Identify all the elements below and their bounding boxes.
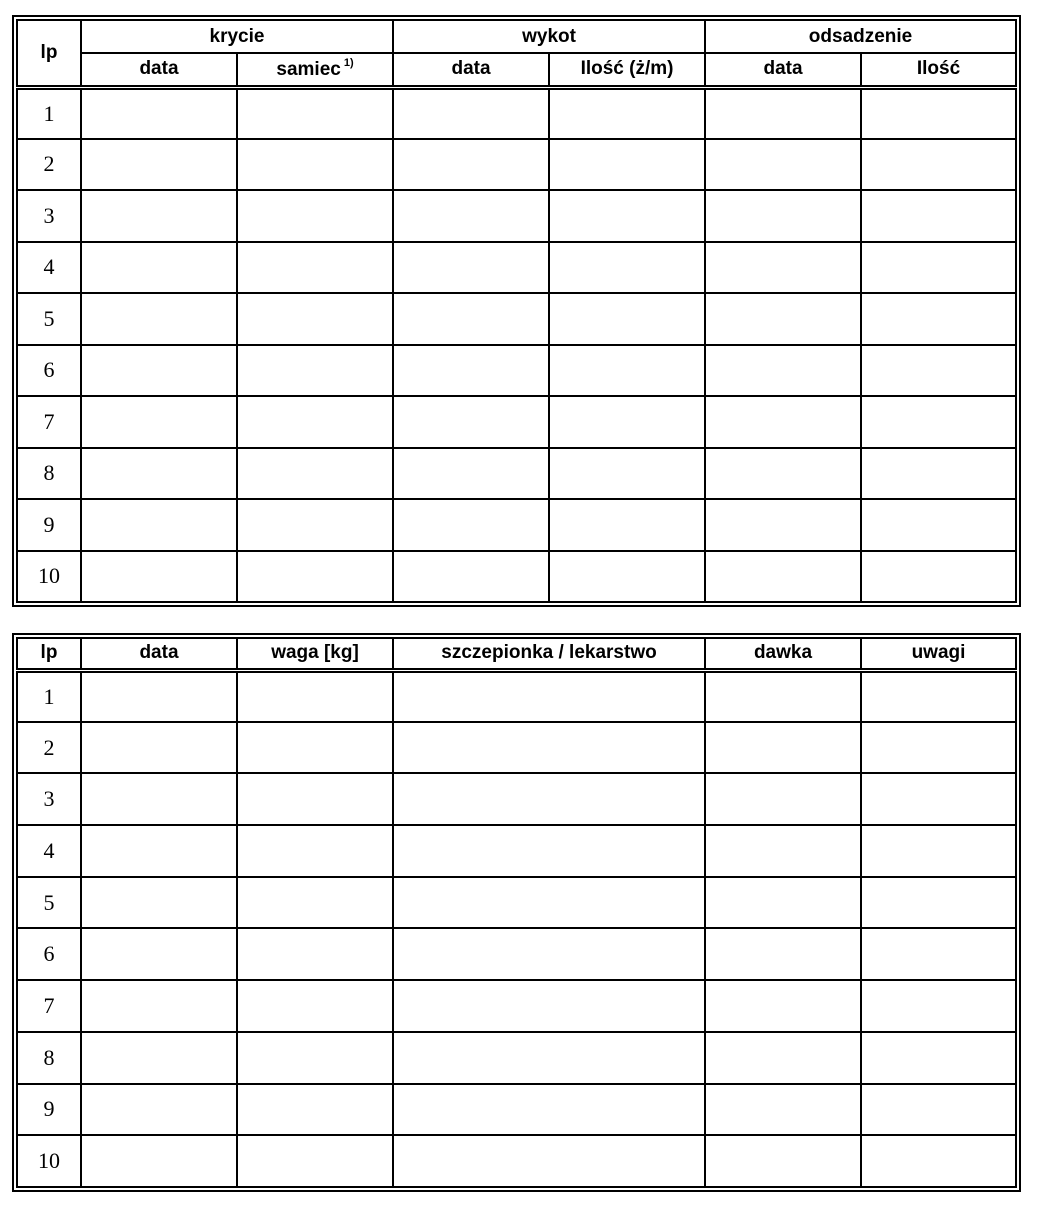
empty-cell[interactable] bbox=[393, 499, 549, 551]
empty-cell[interactable] bbox=[549, 345, 705, 397]
empty-cell[interactable] bbox=[237, 773, 393, 825]
empty-cell[interactable] bbox=[81, 242, 237, 294]
empty-cell[interactable] bbox=[81, 722, 237, 774]
empty-cell[interactable] bbox=[861, 87, 1016, 139]
waga-header: waga [kg] bbox=[237, 638, 393, 670]
empty-cell[interactable] bbox=[705, 242, 861, 294]
dawka-header: dawka bbox=[705, 638, 861, 670]
empty-cell[interactable] bbox=[393, 928, 705, 980]
empty-cell[interactable] bbox=[705, 877, 861, 929]
empty-cell[interactable] bbox=[81, 825, 237, 877]
table-row bbox=[17, 928, 1016, 980]
table-row bbox=[17, 825, 1016, 877]
empty-cell[interactable] bbox=[705, 928, 861, 980]
empty-cell[interactable] bbox=[393, 87, 549, 139]
empty-cell[interactable] bbox=[81, 345, 237, 397]
empty-cell[interactable] bbox=[549, 448, 705, 500]
empty-cell[interactable] bbox=[393, 551, 549, 603]
empty-cell[interactable] bbox=[237, 1032, 393, 1084]
empty-cell[interactable] bbox=[705, 1032, 861, 1084]
odsadzenie-header: odsadzenie bbox=[705, 20, 1016, 53]
empty-cell[interactable] bbox=[81, 1084, 237, 1136]
table-row bbox=[17, 448, 1016, 500]
empty-cell[interactable] bbox=[705, 773, 861, 825]
empty-cell[interactable] bbox=[81, 877, 237, 929]
empty-cell[interactable] bbox=[861, 551, 1016, 603]
empty-cell[interactable] bbox=[549, 551, 705, 603]
table-row bbox=[17, 242, 1016, 294]
table-row bbox=[17, 980, 1016, 1032]
empty-cell[interactable] bbox=[861, 190, 1016, 242]
row-number: 3 bbox=[17, 190, 81, 242]
table-row bbox=[17, 877, 1016, 929]
lp-header: lp bbox=[17, 20, 81, 87]
table-row bbox=[17, 190, 1016, 242]
empty-cell[interactable] bbox=[237, 980, 393, 1032]
empty-cell[interactable] bbox=[861, 1135, 1016, 1187]
empty-cell[interactable] bbox=[393, 877, 705, 929]
odsadzenie-data-header: data bbox=[705, 53, 861, 87]
empty-cell[interactable] bbox=[81, 139, 237, 191]
breeding-record-table bbox=[12, 15, 1021, 607]
krycie-data-header: data bbox=[81, 53, 237, 87]
empty-cell[interactable] bbox=[81, 773, 237, 825]
row-number: 5 bbox=[17, 293, 81, 345]
empty-cell[interactable] bbox=[705, 1084, 861, 1136]
row-number: 2 bbox=[17, 139, 81, 191]
row-number: 7 bbox=[17, 980, 81, 1032]
empty-cell[interactable] bbox=[861, 1032, 1016, 1084]
empty-cell[interactable] bbox=[861, 448, 1016, 500]
odsadzenie-ilosc-header: Ilość bbox=[861, 53, 1016, 87]
table-row bbox=[17, 773, 1016, 825]
wykot-data-header: data bbox=[393, 53, 549, 87]
empty-cell[interactable] bbox=[393, 1032, 705, 1084]
empty-cell[interactable] bbox=[705, 139, 861, 191]
empty-cell[interactable] bbox=[393, 345, 549, 397]
empty-cell[interactable] bbox=[861, 877, 1016, 929]
empty-cell[interactable] bbox=[705, 980, 861, 1032]
empty-cell[interactable] bbox=[549, 87, 705, 139]
empty-cell[interactable] bbox=[861, 722, 1016, 774]
row-number: 1 bbox=[17, 87, 81, 139]
empty-cell[interactable] bbox=[861, 499, 1016, 551]
empty-cell[interactable] bbox=[861, 293, 1016, 345]
empty-cell[interactable] bbox=[705, 1135, 861, 1187]
empty-cell[interactable] bbox=[393, 139, 549, 191]
empty-cell[interactable] bbox=[549, 396, 705, 448]
empty-cell[interactable] bbox=[393, 1135, 705, 1187]
empty-cell[interactable] bbox=[393, 980, 705, 1032]
empty-cell[interactable] bbox=[81, 499, 237, 551]
table-row bbox=[17, 293, 1016, 345]
row-number: 5 bbox=[17, 877, 81, 929]
empty-cell[interactable] bbox=[549, 139, 705, 191]
empty-cell[interactable] bbox=[237, 293, 393, 345]
table-row bbox=[17, 396, 1016, 448]
empty-cell[interactable] bbox=[81, 670, 237, 722]
empty-cell[interactable] bbox=[705, 448, 861, 500]
empty-cell[interactable] bbox=[549, 190, 705, 242]
empty-cell[interactable] bbox=[861, 242, 1016, 294]
empty-cell[interactable] bbox=[393, 670, 705, 722]
empty-cell[interactable] bbox=[81, 1032, 237, 1084]
row-number: 3 bbox=[17, 773, 81, 825]
wykot-header: wykot bbox=[393, 20, 705, 53]
empty-cell[interactable] bbox=[861, 980, 1016, 1032]
empty-cell[interactable] bbox=[237, 345, 393, 397]
treatment-record-table bbox=[12, 633, 1021, 1192]
szczepionka-header: szczepionka / lekarstwo bbox=[393, 638, 705, 670]
empty-cell[interactable] bbox=[549, 293, 705, 345]
empty-cell[interactable] bbox=[861, 139, 1016, 191]
empty-cell[interactable] bbox=[393, 773, 705, 825]
empty-cell[interactable] bbox=[237, 190, 393, 242]
empty-cell[interactable] bbox=[237, 928, 393, 980]
empty-cell[interactable] bbox=[393, 293, 549, 345]
krycie-header: krycie bbox=[81, 20, 393, 53]
empty-cell[interactable] bbox=[393, 825, 705, 877]
empty-cell[interactable] bbox=[393, 1084, 705, 1136]
table-row bbox=[17, 499, 1016, 551]
footnote-marker: 1) bbox=[343, 57, 354, 70]
empty-cell[interactable] bbox=[861, 773, 1016, 825]
empty-cell[interactable] bbox=[705, 670, 861, 722]
empty-cell[interactable] bbox=[81, 190, 237, 242]
empty-cell[interactable] bbox=[237, 877, 393, 929]
samiec-label: samiec bbox=[276, 59, 341, 81]
uwagi-header: uwagi bbox=[861, 638, 1016, 670]
table-row bbox=[17, 1084, 1016, 1136]
table-row bbox=[17, 670, 1016, 722]
empty-cell[interactable] bbox=[237, 722, 393, 774]
empty-cell[interactable] bbox=[81, 928, 237, 980]
empty-cell[interactable] bbox=[861, 396, 1016, 448]
empty-cell[interactable] bbox=[81, 1135, 237, 1187]
empty-cell[interactable] bbox=[81, 980, 237, 1032]
empty-cell[interactable] bbox=[705, 825, 861, 877]
empty-cell[interactable] bbox=[393, 722, 705, 774]
empty-cell[interactable] bbox=[549, 499, 705, 551]
row-number: 10 bbox=[17, 551, 81, 603]
empty-cell[interactable] bbox=[237, 396, 393, 448]
row-number: 7 bbox=[17, 396, 81, 448]
empty-cell[interactable] bbox=[237, 242, 393, 294]
table-row bbox=[17, 87, 1016, 139]
row-number: 2 bbox=[17, 722, 81, 774]
empty-cell[interactable] bbox=[81, 396, 237, 448]
empty-cell[interactable] bbox=[861, 825, 1016, 877]
empty-cell[interactable] bbox=[237, 825, 393, 877]
row-number: 10 bbox=[17, 1135, 81, 1187]
row-number: 4 bbox=[17, 825, 81, 877]
empty-cell[interactable] bbox=[861, 928, 1016, 980]
empty-cell[interactable] bbox=[237, 448, 393, 500]
data-header: data bbox=[81, 638, 237, 670]
empty-cell[interactable] bbox=[705, 551, 861, 603]
table-row bbox=[17, 551, 1016, 603]
table-row bbox=[17, 139, 1016, 191]
empty-cell[interactable] bbox=[81, 448, 237, 500]
row-number: 9 bbox=[17, 1084, 81, 1136]
table-row bbox=[17, 1032, 1016, 1084]
empty-cell[interactable] bbox=[237, 1135, 393, 1187]
empty-cell[interactable] bbox=[861, 1084, 1016, 1136]
row-number: 8 bbox=[17, 1032, 81, 1084]
krycie-samiec-header bbox=[237, 53, 393, 87]
row-number: 8 bbox=[17, 448, 81, 500]
row-number: 6 bbox=[17, 928, 81, 980]
empty-cell[interactable] bbox=[861, 345, 1016, 397]
empty-cell[interactable] bbox=[81, 551, 237, 603]
empty-cell[interactable] bbox=[705, 345, 861, 397]
empty-cell[interactable] bbox=[705, 722, 861, 774]
empty-cell[interactable] bbox=[393, 242, 549, 294]
empty-cell[interactable] bbox=[393, 190, 549, 242]
empty-cell[interactable] bbox=[861, 670, 1016, 722]
empty-cell[interactable] bbox=[705, 190, 861, 242]
empty-cell[interactable] bbox=[237, 87, 393, 139]
empty-cell[interactable] bbox=[705, 293, 861, 345]
row-number: 4 bbox=[17, 242, 81, 294]
table-row bbox=[17, 722, 1016, 774]
empty-cell[interactable] bbox=[81, 293, 237, 345]
empty-cell[interactable] bbox=[237, 139, 393, 191]
wykot-ilosc-header: Ilość (ż/m) bbox=[549, 53, 705, 87]
empty-cell[interactable] bbox=[393, 448, 549, 500]
table-row bbox=[17, 345, 1016, 397]
empty-cell[interactable] bbox=[81, 87, 237, 139]
table-row bbox=[17, 1135, 1016, 1187]
empty-cell[interactable] bbox=[705, 87, 861, 139]
row-number: 9 bbox=[17, 499, 81, 551]
empty-cell[interactable] bbox=[237, 551, 393, 603]
row-number: 1 bbox=[17, 670, 81, 722]
empty-cell[interactable] bbox=[705, 396, 861, 448]
row-number: 6 bbox=[17, 345, 81, 397]
empty-cell[interactable] bbox=[549, 242, 705, 294]
empty-cell[interactable] bbox=[393, 396, 549, 448]
empty-cell[interactable] bbox=[237, 499, 393, 551]
empty-cell[interactable] bbox=[705, 499, 861, 551]
empty-cell[interactable] bbox=[237, 1084, 393, 1136]
lp-header: lp bbox=[17, 638, 81, 670]
empty-cell[interactable] bbox=[237, 670, 393, 722]
